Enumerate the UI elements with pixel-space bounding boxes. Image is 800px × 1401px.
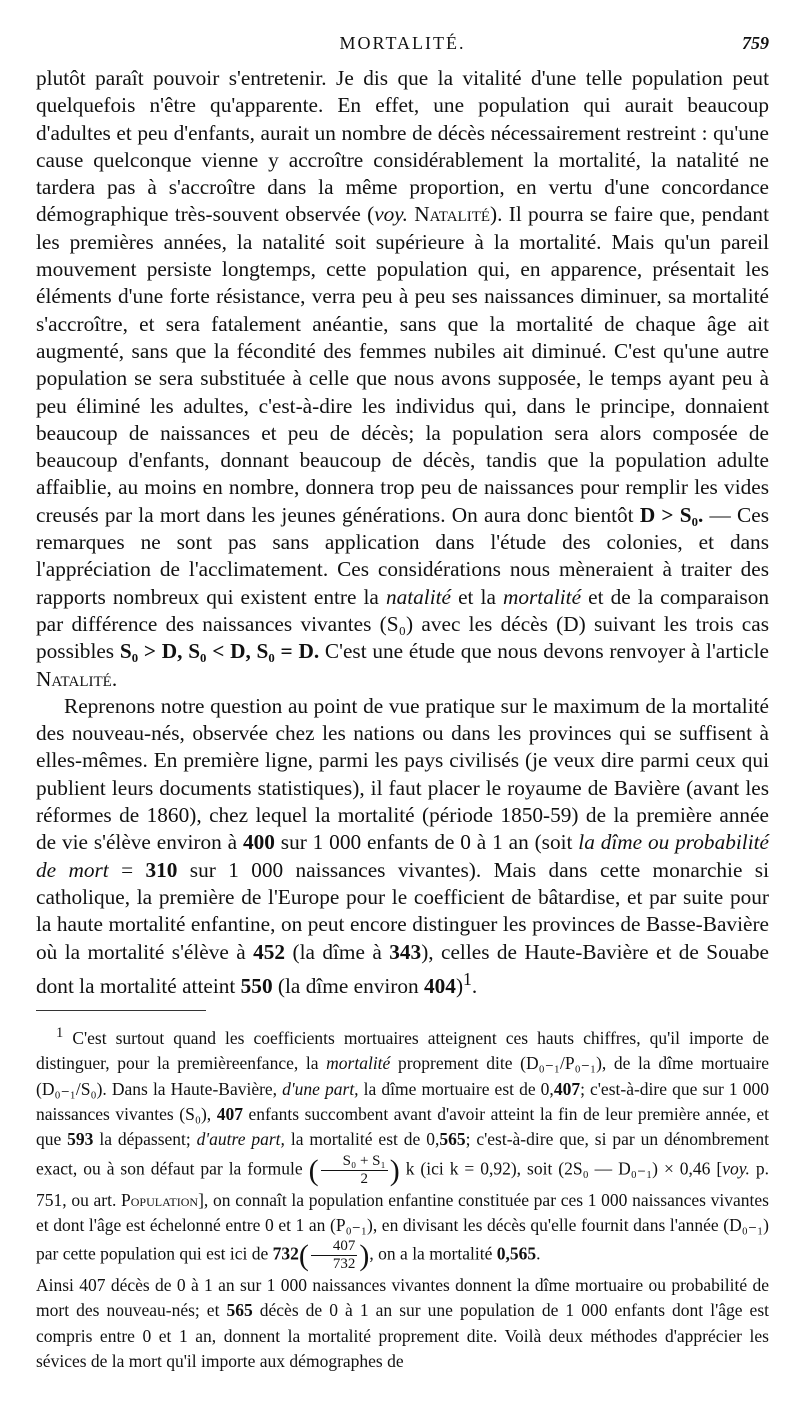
text-run: la dîme mortuaire est de 0, bbox=[358, 1078, 554, 1099]
page-header bbox=[36, 0, 769, 60]
text-run: (la dîme environ bbox=[272, 973, 424, 998]
formula: S₀ > D, S₀ < D, S₀ = D. bbox=[119, 639, 320, 664]
footnote-marker: 1 bbox=[56, 1025, 64, 1042]
figure-number: 0,565 bbox=[496, 1243, 537, 1264]
main-text bbox=[36, 65, 769, 1000]
text-run: sur 1 000 naissances vivantes). Mais dans cette monarchie si catholique, la première de l'Europe pour le coefficient de bâtardise, et par suite pour la haute mortalité enfantine, on peut encore distinguer les provinces de Basse-Bavière où la mortalité s'élève à bbox=[36, 857, 769, 964]
text-run-italic: la dîme ou probabilité de mort bbox=[36, 830, 769, 882]
page bbox=[36, 0, 769, 1374]
text-run-italic: natalité bbox=[385, 584, 452, 609]
text-run: Reprenons notre question au point de vue pratique sur le maximum de la mortalité des nouveau-nés, observée chez les nations ou dans les provinces qui se suffisent à elles-mêmes. En première ligne, parmi les pays civilisés (je veux dire parmi ceux qui publient leurs documents statistiques), il faut placer le royaume de Bavière (avant les réformes de 1860), chez lequel la mortalité (période 1850-59) de la première année de vie s'élève environ à bbox=[36, 693, 769, 855]
figure-number: 593 bbox=[67, 1129, 94, 1150]
text-run-italic: voy. bbox=[374, 202, 408, 227]
fraction-numerator: S₀ + S₁ bbox=[321, 1153, 388, 1171]
text-run: ). Il pourra se faire que, pendant les premières années, la natalité soit supérieure à la mortalité. Mais qu'un pareil mouvement persiste longtemps, cette population qui, en apparence, présentait les éléments d'une forte résistance, verra peu à peu ses naissances diminuer, sa mortalité s'accroître, et sera fatalement anéantie, sans que la mortalité de chaque âge ait augmenté, sans que la fécondité des femmes nubiles ait diminué. C'est qu'une autre population se sera substituée à celle que nous avons supposée, le temps ayant peu à peu éliminé les adultes, c'est-à-dire les individus qui, dans le principe, donnaient beaucoup de naissances et peu de décès; la population sera alors composée de beaucoup d'enfants, donnant beaucoup de décès, tandis que la population adulte affaiblie, au moins en nombre, donnera trop peu de naissances pour remplir les vides creusés par la mort dans les jeunes générations. On aura donc bientôt bbox=[36, 202, 769, 527]
text-run: . bbox=[111, 666, 118, 691]
text-run: . bbox=[536, 1243, 541, 1264]
fraction bbox=[311, 1238, 358, 1273]
text-run: ), celles de Haute-Bavière et de Souabe dont la mortalité atteint bbox=[36, 939, 769, 998]
text-run-italic: voy. bbox=[722, 1158, 750, 1179]
figure-number: 407 bbox=[216, 1103, 243, 1124]
text-run-italic: mortalité bbox=[502, 584, 582, 609]
text-run: . bbox=[471, 973, 478, 998]
text-run: = bbox=[108, 857, 146, 882]
formula: D > S₀. bbox=[639, 502, 704, 527]
text-run-italic: mortalité bbox=[326, 1053, 391, 1074]
running-title: MORTALITÉ. bbox=[339, 33, 466, 53]
text-run: enfants succombent avant d'avoir atteint la fin de leur première année, et que bbox=[36, 1103, 769, 1150]
text-run-italic: d'autre part, bbox=[196, 1129, 285, 1150]
open-paren: ( bbox=[308, 1153, 319, 1187]
text-run: la dépassent; bbox=[93, 1129, 197, 1150]
text-run: Ainsi 407 décès de 0 à 1 an sur 1 000 naissances vivantes donnent la dîme mortuaire ou probabilité de mort des nouveau-nés; et bbox=[36, 1275, 769, 1321]
text-run: la mortalité est de 0, bbox=[284, 1129, 440, 1150]
text-run: (la dîme à bbox=[285, 939, 390, 964]
figure-number: 452 bbox=[253, 939, 286, 964]
figure-number: 400 bbox=[242, 830, 275, 855]
text-run: k (ici k = 0,92), soit (2S₀ — D₀₋₁) × 0,46 [ bbox=[399, 1158, 723, 1179]
figure-number: 343 bbox=[389, 939, 422, 964]
figure-number: 565 bbox=[226, 1300, 253, 1321]
text-run-italic: d'une part, bbox=[282, 1078, 359, 1099]
text-run: ; c'est-à-dire que, si par un dénombrement exact, ou à son défaut par la formule bbox=[36, 1129, 769, 1179]
text-run: ; c'est-à-dire que sur 1 000 naissances vivantes (S₀), bbox=[36, 1078, 769, 1124]
text-run: C'est une étude que nous devons renvoyer à l'article bbox=[319, 639, 769, 664]
text-run: ) bbox=[455, 973, 464, 998]
footnote-reference: 1 bbox=[463, 968, 472, 989]
figure-number: 404 bbox=[424, 973, 456, 998]
fraction-denominator: 2 bbox=[360, 1170, 368, 1187]
paragraph-1 bbox=[36, 65, 769, 693]
text-run: , on a la mortalité bbox=[369, 1243, 497, 1264]
paragraph-2 bbox=[36, 693, 769, 1000]
text-run: sur 1 000 enfants de 0 à 1 an (soit bbox=[274, 830, 579, 855]
text-run: — Ces remarques ne sont pas sans application dans l'étude des colonies, et dans l'appréciation de l'acclimatement. Ces considérations nous mèneraient à traiter des rapports nombreux qui existent entre la bbox=[36, 502, 769, 609]
text-run: plutôt paraît pouvoir s'entretenir. Je dis que la vitalité d'une telle population peut quelquefois n'être qu'apparente. En effet, une population qui aurait beaucoup d'adultes et peu d'enfants, aurait un nombre de décès nécessairement restreint : qu'une cause quelconque vienne y accroître considérablement la mortalité, la natalité ne tardera pas à s'accroître dans la même proportion, en vertu d'une concordance démographique très-souvent observée ( bbox=[36, 66, 769, 227]
figure-number: 407 bbox=[553, 1078, 581, 1099]
page-number: 759 bbox=[742, 33, 769, 53]
text-run: p. 751, ou art. bbox=[36, 1158, 769, 1210]
cross-reference: Natalité bbox=[36, 666, 112, 691]
footnote bbox=[36, 1021, 769, 1374]
cross-reference: Natalité bbox=[414, 202, 491, 227]
close-paren: ) bbox=[389, 1153, 400, 1187]
text-run: proprement dite (D₀₋₁/P₀₋₁), de la dîme mortuaire (D₀₋₁/S₀). Dans la Haute-Bavière, bbox=[36, 1053, 769, 1099]
figure-number: 550 bbox=[240, 973, 273, 998]
text-run: et de la comparaison par différence des naissances vivantes (S₀) avec les décès (D) suivant les trois cas possibles bbox=[36, 584, 769, 664]
fraction-denominator: 732 bbox=[332, 1256, 356, 1273]
figure-number: 565 bbox=[439, 1129, 466, 1150]
close-paren: ) bbox=[359, 1238, 370, 1272]
cross-reference: Population bbox=[121, 1189, 199, 1210]
text-run: et la bbox=[451, 584, 503, 609]
footnote-paragraph-2 bbox=[36, 1273, 769, 1374]
open-paren: ( bbox=[298, 1238, 309, 1272]
footnote-paragraph-1 bbox=[36, 1021, 769, 1273]
text-run: décès de 0 à 1 an sur une population de 1 000 enfants dont l'âge est compris entre 0 et 1 an, donnent la mortalité proprement dite. Voilà deux méthodes d'apprécier les sévices de la mort qu'il importe aux démographes de bbox=[36, 1300, 769, 1371]
text-run: C'est surtout quand les coefficients mortuaires atteignent ces hauts chiffres, qu'il importe de distinguer, pour la premièreenfance, la bbox=[36, 1028, 769, 1074]
fraction-numerator: 407 bbox=[311, 1238, 358, 1256]
footnote-divider bbox=[36, 1010, 206, 1011]
figure-number: 732 bbox=[272, 1243, 299, 1264]
fraction bbox=[321, 1153, 388, 1188]
figure-number: 310 bbox=[145, 857, 178, 882]
text-run: ], on connaît la population enfantine constituée par ces 1 000 naissances vivantes et dont l'âge est échelonné entre 0 et 1 an (P₀₋₁), en divisant les décès qu'elle fournit dans l'année (D₀₋₁) par cette population qui est ici de bbox=[36, 1189, 769, 1264]
